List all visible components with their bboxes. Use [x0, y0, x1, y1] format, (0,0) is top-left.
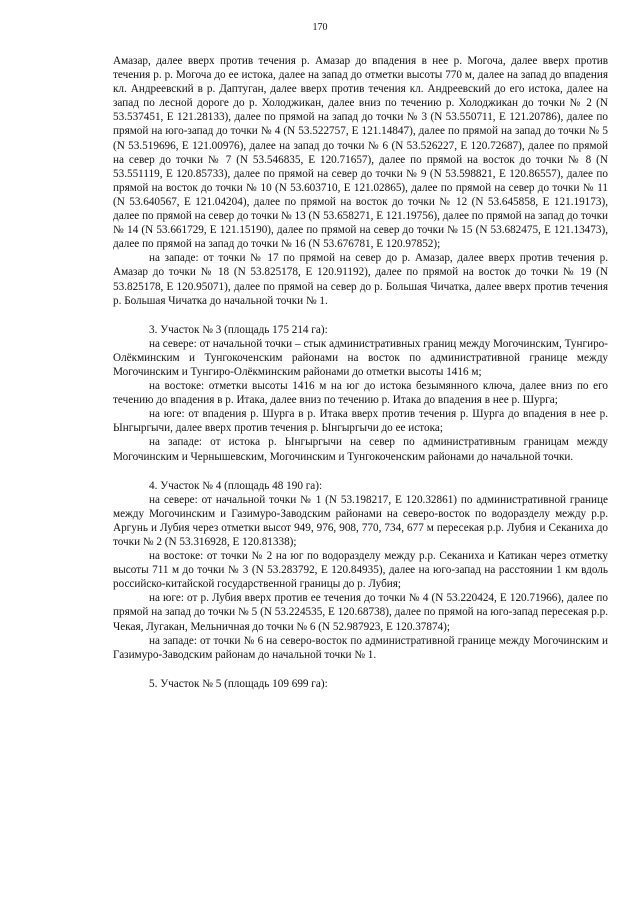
paragraph-plot-4-north: на севере: от начальной точки № 1 (N 53.198217, E 120.32861) по административной границе между Могочинским и Газимуро-Заводским районами на северо-восток по водоразделу между р.р. Аргунь и Лубия через отметки высот 949, 976, 908, 770, 734, 677 м пересекая р.р. Лубия и Секаниха до точки № 2 (N 53.316928, E 120.81338); — [113, 493, 608, 548]
paragraph-west-boundary: на западе: от точки № 17 по прямой на север до р. Амазар, далее вверх против течения р. Амазар до точки № 18 (N 53.825178, E 120.91192), далее по прямой на восток до точки № 19 (N 53.825178, E 120.95071), далее по прямой на север до р. Большая Чичатка, далее вверх против течения р. Большая Чичатка до начальной точки № 1. — [113, 252, 608, 307]
document-body — [113, 54, 608, 691]
section-heading-plot-3: 3. Участок № 3 (площадь 175 214 га): — [149, 323, 328, 336]
section-heading-plot-5: 5. Участок № 5 (площадь 109 699 га): — [149, 677, 328, 690]
paragraph-plot-3-north: на севере: от начальной точки – стык административных границ между Могочинским, Тунгиро-Олёкминским и Тунгокоченским районами на восток по административной границе между Могочинским и Тунгиро-Олёкминским районами до отметки высоты 1416 м; — [113, 337, 608, 378]
paragraph-plot-3-east: на востоке: отметки высоты 1416 м на юг до истока безымянного ключа, далее вниз по его течению до впадения в р. Итака, далее вниз по течению р. Итака до впадения в нее р. Шурга; — [113, 380, 608, 407]
paragraph-spacer — [113, 662, 608, 677]
paragraph-plot-4-east: на востоке: от точки № 2 на юг по водоразделу между р.р. Секаниха и Катикан через отметку высоты 711 м до точки № 3 (N 53.283792, E 120.84935), далее на юго-запад на расстоянии 1 км вдоль российско-китайской государственной границы до р. Лубия; — [113, 550, 608, 591]
page-number: 170 — [312, 22, 328, 33]
paragraph-continuation: Амазар, далее вверх против течения р. Амазар до впадения в нее р. Могоча, далее вверх против течения р. р. Могоча до ее истока, далее на запад до отметки высоты 770 м, далее на запад до впадения кл. Андреевский в р. Даптуган, далее вверх против течения кл. Андреевский до его истока, далее на запад по лесной дороге до р. Холоджикан, далее вниз по течению р. Холоджикан до точки № 2 (N 53.537451, E 121.28133), далее по прямой на запад до точки № 3 (N 53.550711, E 121.20786), далее по прямой на юго-запад до точки № 4 (N 53.522757, E 121.14847), далее по прямой на запад до точки № 5 (N 53.519696, E 121.00976), далее на запад до точки № 6 (N 53.526227, E 120.72687), далее по прямой на север до точки № 7 (N 53.546835, E 120.71657), далее по прямой на восток до точки № 8 (N 53.551119, E 120.85733), далее по прямой на север до точки № 9 (N 53.598821, E 120.86557), далее по прямой на восток до точки № 10 (N 53.603710, E 121.02865), далее по прямой на север до точки № 11 (N 53.640567, E 121.04204), далее по прямой на восток до точки № 12 (N 53.645858, E 121.19173), далее по прямой на север до точки № 13 (N 53.658271, E 121.19756), далее по прямой на запад до точки № 14 (N 53.661729, E 121.15190), далее по прямой на север до точки № 15 (N 53.682475, E 121.13473), далее по прямой на запад до точки № 16 (N 53.676781, E 120.97852); — [113, 55, 608, 251]
section-heading-plot-4: 4. Участок № 4 (площадь 48 190 га): — [149, 479, 323, 492]
paragraph-plot-4-south: на юге: от р. Лубия вверх против ее течения до точки № 4 (N 53.220424, E 120.71966), далее по прямой на запад до точки № 5 (N 53.224535, E 120.68738), далее по прямой на юго-запад пересекая р.р. Чекая, Лугакан, Мельничная до точки № 6 (N 52.987923, E 120.37874); — [113, 592, 608, 633]
paragraph-plot-4-west: на западе: от точки № 6 на северо-восток по административной границе между Могочинским и Газимуро-Заводским районам до начальной точки № 1. — [113, 634, 608, 661]
paragraph-spacer — [113, 308, 608, 323]
paragraph-spacer — [113, 464, 608, 479]
paragraph-plot-3-west: на западе: от истока р. Ынгыргычи на север по административным границам между Могочинским и Чернышевским, Могочинским и Тунгокоченским районами до начальной точки. — [113, 436, 608, 463]
paragraph-plot-3-south: на юге: от впадения р. Шурга в р. Итака вверх против течения р. Шурга до впадения в нее р. Ынгыргычи, далее вверх против течения р. Ынгыргычи до ее истока; — [113, 408, 608, 435]
